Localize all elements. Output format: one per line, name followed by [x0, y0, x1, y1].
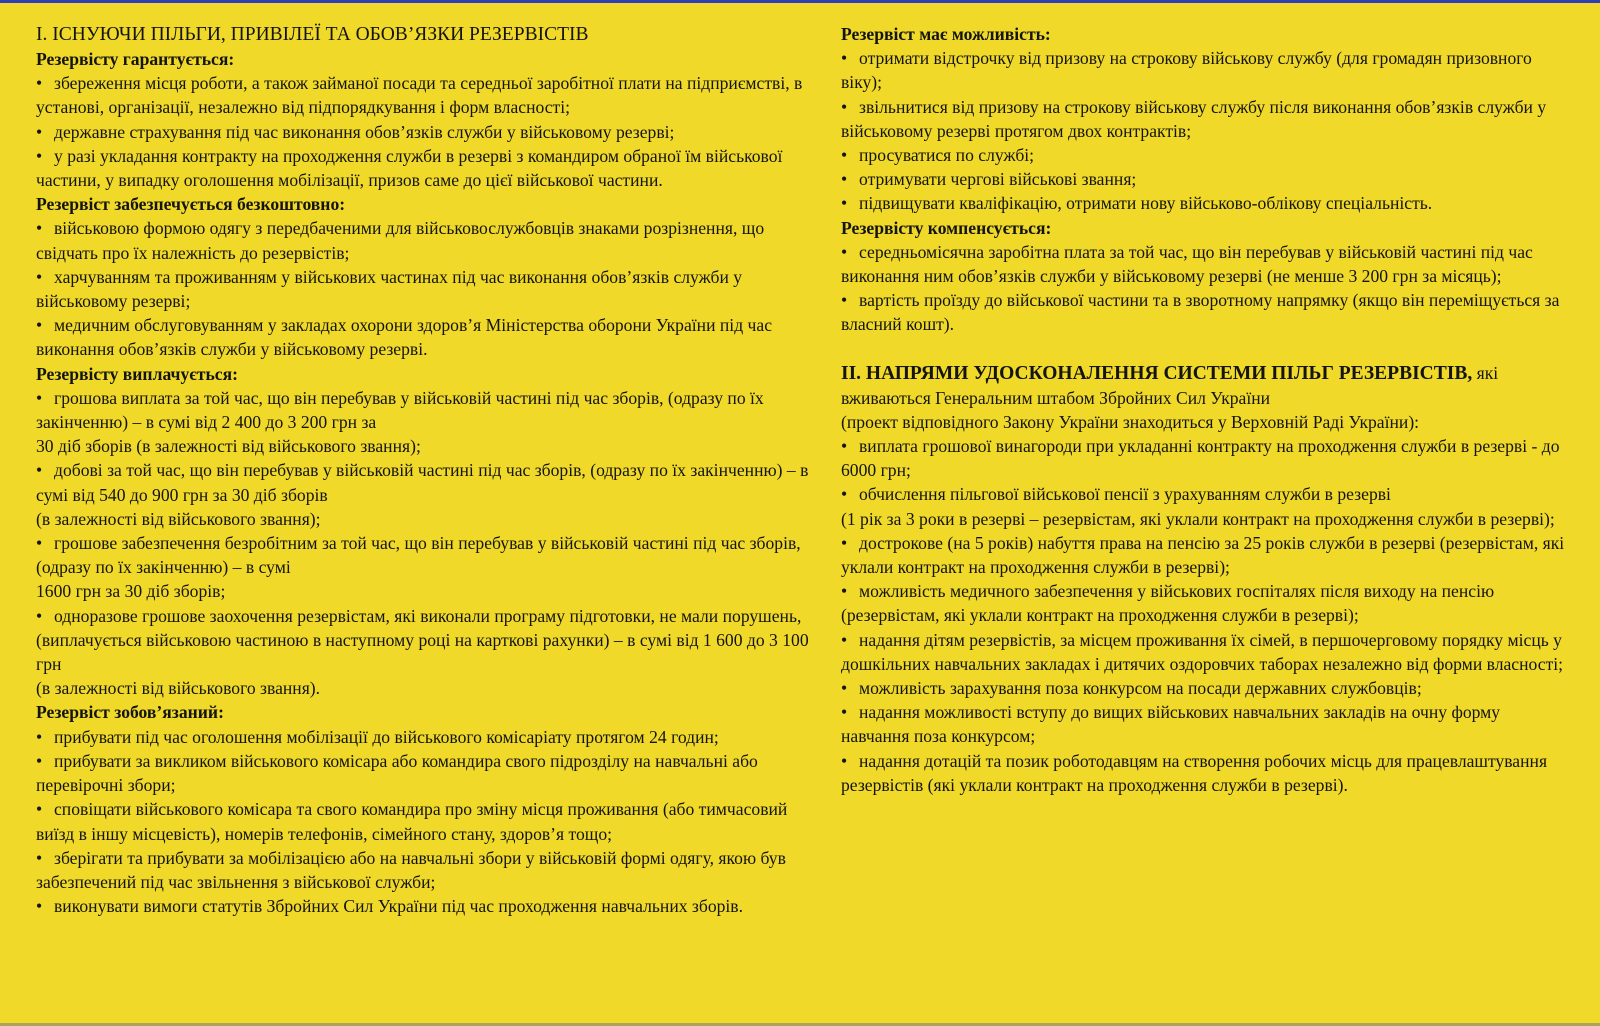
right-column — [841, 22, 1571, 797]
list-item: • сповіщати військового комісара та свого командира про зміну місця проживання (або тимчасовий виїзд в іншу місцевість), номерів телефонів, сімейного стану, здоров’я тощо; — [36, 799, 788, 844]
block-provided-free — [36, 192, 810, 361]
list-item: • харчуванням та проживанням у військових частинах під час виконання обов’язків служби у військовому резерві; — [36, 266, 743, 312]
block-obliged — [36, 700, 810, 918]
list-item: • прибувати під час оголошення мобілізації до військового комісаріату протягом 24 годин; — [36, 726, 719, 747]
list-item: • добові за той час, що він перебував у військовій частині під час зборів, (одразу по їх закінченню) – в сумі від 540 до 900 грн за 30 діб зборів (в залежності від військового звання); — [36, 460, 809, 529]
list-item: • можливість медичного забезпечення у військових госпіталях після виходу на пенсію (резервістам, які уклали контракт на проходження служби в резерві); — [841, 581, 1495, 626]
list-item: • у разі укладання контракту на проходження служби в резерві з командиром обраної їм військової частини, у випадку оголошення мобілізації, призов саме до цієї військової частини. — [36, 145, 783, 191]
list-item: • виплата грошової винагороди при укладанні контракту на проходження служби в резерві - до 6000 грн; — [841, 436, 1560, 481]
list-item: • можливість зарахування поза конкурсом на посади державних службовців; — [841, 678, 1422, 699]
list-item: • грошове забезпечення безробітним за той час, що він перебував у військовій частині під час зборів, (одразу по їх закінченню) – в сумі 1600 грн за 30 діб зборів; — [36, 533, 801, 602]
section-2-title: ІІ. НАПРЯМИ УДОСКОНАЛЕННЯ СИСТЕМИ ПІЛЬГ РЕЗЕРВІСТІВ, які вживаються Генеральним штабом Збройних Сил України — [841, 362, 1499, 408]
list-item: • виконувати вимоги статутів Збройних Сил України під час проходження навчальних зборів. — [36, 896, 744, 917]
list-item: • надання дотацій та позик роботодавцям на створення робочих місць для працевлаштування резервістів (які уклали контракт на проходження служби в резерві). — [841, 750, 1548, 795]
list-item: • військовою формою одягу з передбаченими для військовослужбовців знаками розрізнення, що свідчать про їх належність до резервістів; — [36, 218, 765, 263]
list-item: • середньомісячна заробітна плата за той час, що він перебував у військовій частині під час виконання ним обов’язків служби у військовому резерві (не менше 3 200 грн за місяць); — [841, 241, 1533, 287]
list-item: • грошова виплата за той час, що він перебував у військовій частині під час зборів, (одразу по їх закінченню) – в сумі від 2 400 до 3 200 грн за 30 діб зборів (в залежності від військового звання); — [36, 387, 764, 457]
list-item: • підвищувати кваліфікацію, отримати нову військово-облікову спеціальність. — [841, 193, 1433, 214]
list-item: • прибувати за викликом військового комісара або командира свого підрозділу на навчальні або перевірочні збори; — [36, 750, 758, 796]
left-column — [36, 22, 810, 918]
section-2 — [841, 361, 1571, 797]
list-item: • медичним обслуговуванням у закладах охорони здоров’я Міністерства оборони України під час виконання обов’язків служби у військовому резерві. — [36, 315, 773, 360]
list-item: • збереження місця роботи, а також займаної посади та середньої заробітної плати на підприємстві, в установі, організації, незалежно від підпорядкування і форм власності; — [36, 73, 803, 118]
block-heading: Резервісту компенсується: — [841, 217, 1052, 238]
list-item: • отримати відстрочку від призову на строкову військову службу (для громадян призовного віку); — [841, 48, 1532, 93]
block-paid — [36, 362, 810, 701]
spacer — [841, 337, 1571, 361]
list-item: • зберігати та прибувати за мобілізацією або на навчальні збори у військовій формі одягу, якою був забезпечений під час звільнення з військової служби; — [36, 847, 786, 892]
list-item: • державне страхування під час виконання обов’язків служби у військовому резерві; — [36, 121, 675, 142]
top-border — [0, 0, 1600, 3]
list-item: • одноразове грошове заохочення резервістам, які виконали програму підготовки, не мали порушень, (виплачується військовою частиною в наступному році на карткові рахунки) – в сумі від 1 600 до 3 100 грн (в залежності від військового звання). — [36, 605, 809, 699]
list-item: • вартість проїзду до військової частини та в зворотному напрямку (якщо він переміщується за власний кошт). — [841, 290, 1560, 335]
list-item: • звільнитися від призову на строкову військову службу після виконання обов’язків служби у військовому резерві протягом двох контрактів; — [841, 96, 1547, 141]
list-item: • отримувати чергові військові звання; — [841, 169, 1137, 190]
block-opportunities — [841, 22, 1571, 216]
block-heading: Резервіст зобов’язаний: — [36, 702, 224, 723]
block-heading: Резервіст має можливість: — [841, 24, 1051, 44]
section-1-title: І. ІСНУЮЧИ ПІЛЬГИ, ПРИВІЛЕЇ ТА ОБОВ’ЯЗКИ РЕЗЕРВІСТІВ — [36, 24, 589, 45]
list-item: • надання дітям резервістів, за місцем проживання їх сімей, в першочерговому порядку місць у дошкільних навчальних закладах і дитячих оздоровчих таборах незалежно від форми власності; — [841, 629, 1564, 674]
list-item: • надання можливості вступу до вищих військових навчальних закладів на очну форму навчання поза конкурсом; — [841, 702, 1501, 747]
list-item: • дострокове (на 5 років) набуття права на пенсію за 25 років служби в резерві (резервістам, які уклали контракт на проходження служби в резерві); — [841, 532, 1565, 578]
section-2-note: (проект відповідного Закону України знаходиться у Верховній Раді України): — [841, 411, 1420, 432]
block-guaranteed — [36, 47, 810, 192]
list-item: • обчислення пільгової військової пенсії з урахуванням служби в резерві (1 рік за 3 роки в резерві – резервістам, які уклали контракт на проходження служби в резерві); — [841, 484, 1555, 529]
block-heading: Резервісту гарантується: — [36, 49, 235, 69]
list-item: • просуватися по службі; — [841, 145, 1035, 166]
block-heading: Резервіст забезпечується безкоштовно: — [36, 194, 346, 215]
block-compensated — [841, 216, 1571, 337]
block-heading: Резервісту виплачується: — [36, 363, 238, 384]
